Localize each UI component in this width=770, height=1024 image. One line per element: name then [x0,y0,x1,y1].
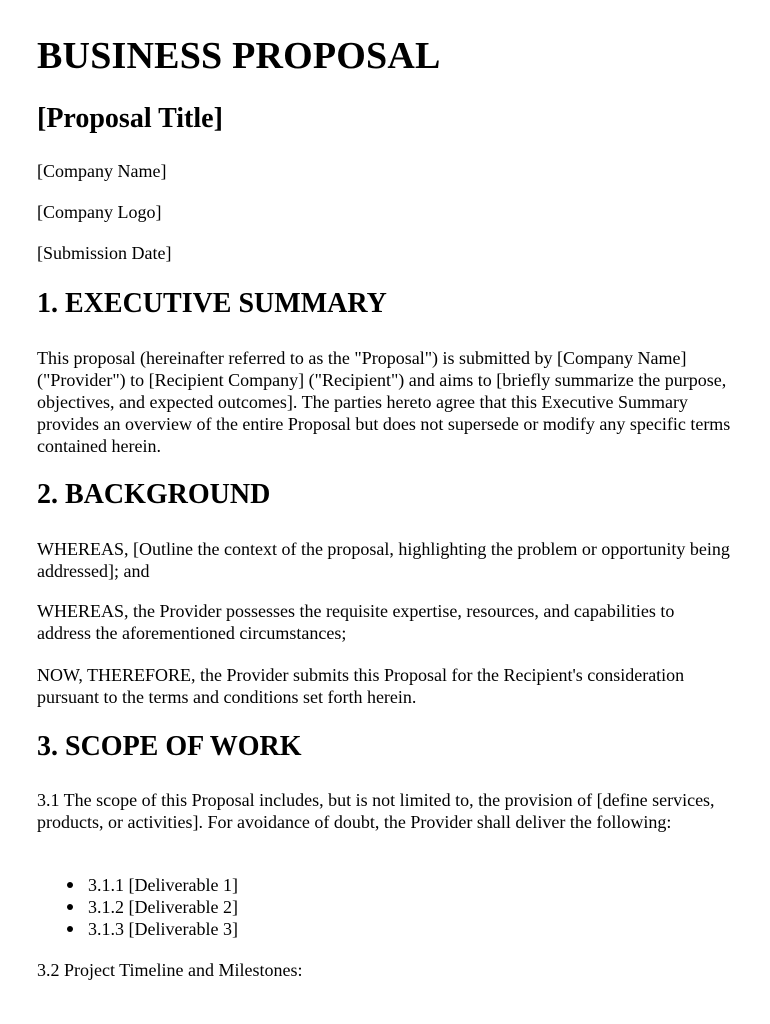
bullet-icon [67,926,73,932]
section-heading-scope-of-work: 3. SCOPE OF WORK [37,731,302,762]
timeline-label: 3.2 Project Timeline and Milestones: [37,960,303,980]
bullet-icon [67,904,73,910]
bullet-icon [67,882,73,888]
section-heading-background: 2. BACKGROUND [37,479,271,510]
executive-summary-paragraph: This proposal (hereinafter referred to as the "Proposal") is submitted by [Company Name] ("Provider") to [Recipient Company] ("Recipient") and aims to [briefly summarize the purpose, objectives, and expected outcomes]. The parties hereto agree that this Executive Summary provides an overview of the entire Proposal but does not supersede or modify any specific terms contained herein. [37,348,731,456]
background-paragraph-2: WHEREAS, the Provider possesses the requisite expertise, resources, and capabilities to address the aforementioned circumstances; [37,601,675,643]
background-paragraph-1: WHEREAS, [Outline the context of the proposal, highlighting the problem or opportunity being addressed]; and [37,539,730,581]
company-logo-placeholder: [Company Logo] [37,202,162,222]
deliverables-list [37,874,238,940]
deliverable-label: 3.1.1 [Deliverable 1] [88,875,238,895]
deliverable-label: 3.1.2 [Deliverable 2] [88,897,238,917]
scope-paragraph: 3.1 The scope of this Proposal includes, but is not limited to, the provision of [define services, products, or activities]. For avoidance of doubt, the Provider shall deliver the following: [37,790,715,832]
submission-date: [Submission Date] [37,243,172,263]
proposal-title: [Proposal Title] [37,103,223,134]
list-item [37,918,238,940]
list-item [37,874,238,896]
document-title: BUSINESS PROPOSAL [37,35,441,77]
company-name: [Company Name] [37,161,167,181]
background-paragraph-3: NOW, THEREFORE, the Provider submits this Proposal for the Recipient's consideration pursuant to the terms and conditions set forth herein. [37,665,685,707]
section-heading-executive-summary: 1. EXECUTIVE SUMMARY [37,288,387,319]
deliverable-label: 3.1.3 [Deliverable 3] [88,919,238,939]
list-item [37,896,238,918]
